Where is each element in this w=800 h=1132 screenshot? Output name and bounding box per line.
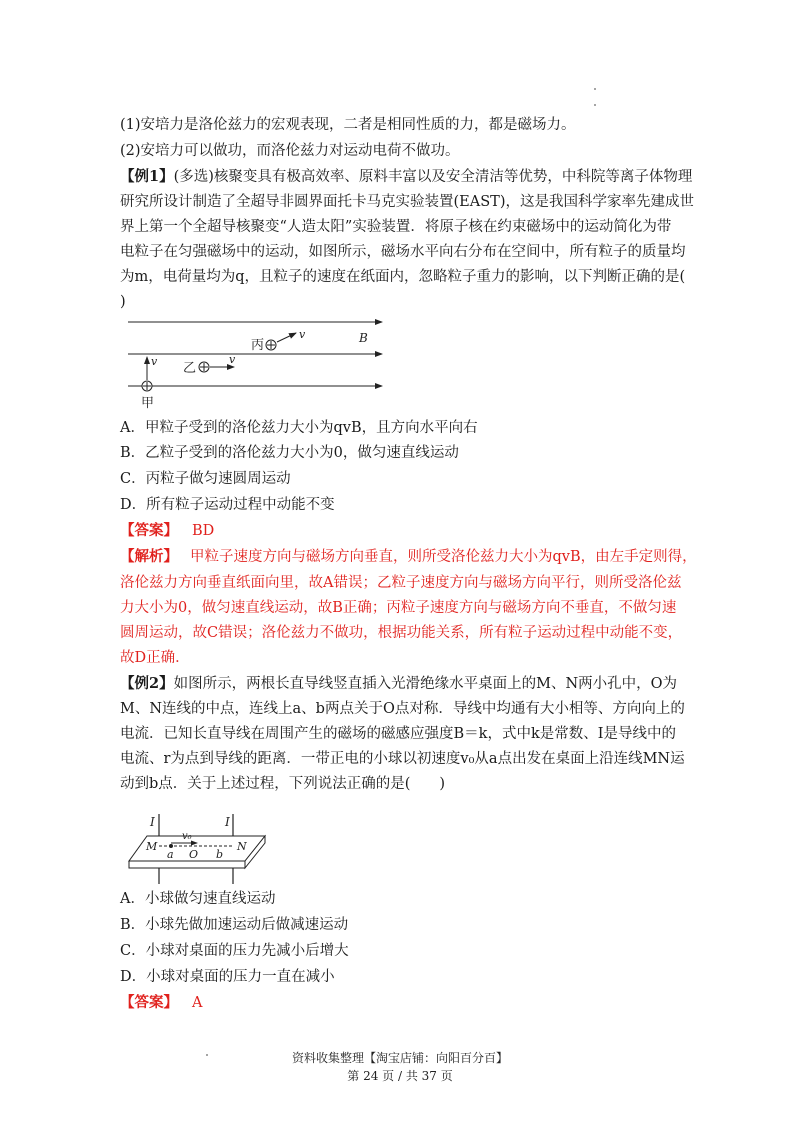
example2-line-2: M、N连线的中点，连线上a、b两点关于O点对称．导线中均通有大小相等、方向向上的 xyxy=(120,701,685,717)
label-v-yi: v xyxy=(229,353,236,366)
example1-analysis-4: 圆周运动，故C错误；洛伦兹力不做功，根据功能关系，所有粒子运动过程中动能不变， xyxy=(120,625,683,641)
answer-value: BD xyxy=(192,523,215,539)
label-N: N xyxy=(237,840,247,853)
example1-line-6: ) xyxy=(120,294,126,310)
example1-line-1 xyxy=(120,167,693,187)
corner-dot xyxy=(594,88,596,90)
label-M: M xyxy=(146,840,158,853)
example1-analysis-1 xyxy=(120,547,697,567)
label-v-bing: v xyxy=(299,328,306,341)
label-v-jia: v xyxy=(151,355,158,368)
example1-answer xyxy=(120,521,680,541)
analysis-text-1: 甲粒子速度方向与磁场方向垂直，则所受洛伦兹力大小为qvB，由左手定则得， xyxy=(190,549,697,565)
example1-text-1: (多选)核聚变具有极高效率、原料丰富以及安全清洁等优势，中科院等离子体物理 xyxy=(173,169,693,185)
answer-tag: 【答案】 xyxy=(120,994,178,1011)
example1-tag: 【例1】 xyxy=(120,168,174,185)
example2-option-c: C．小球对桌面的压力先减小后增大 xyxy=(120,943,349,959)
answer-value: A xyxy=(192,995,203,1011)
example1-line-2: 研究所设计制造了全超导非圆界面托卡马克实验装置(EAST)，这是我国科学家率先建成世 xyxy=(120,194,694,210)
label-yi: 乙 xyxy=(183,361,197,376)
label-I-right: I xyxy=(225,815,230,829)
example1-analysis-3: 力大小为0，做匀速直线运动，故B正确；丙粒子速度方向与磁场方向不垂直，不做匀速 xyxy=(120,600,677,616)
wires-table-figure xyxy=(125,806,285,888)
example1-option-a: A．甲粒子受到的洛伦兹力大小为qvB，且方向水平向右 xyxy=(120,420,478,436)
example2-line-1 xyxy=(120,674,680,694)
label-O: O xyxy=(189,848,199,861)
example1-analysis-2: 洛伦兹力方向垂直纸面向里，故A错误；乙粒子速度方向与磁场方向平行，则所受洛伦兹 xyxy=(120,575,682,591)
label-B: B xyxy=(359,331,368,345)
label-bing: 丙 xyxy=(251,338,265,353)
table-side xyxy=(129,861,245,868)
example2-answer xyxy=(120,993,680,1013)
label-jia: 甲 xyxy=(141,396,155,411)
example2-option-a: A．小球做匀速直线运动 xyxy=(120,891,276,907)
example2-line-5: 动到b点．关于上述过程，下列说法正确的是( ) xyxy=(120,776,446,792)
footer-source: 资料收集整理【淘宝店铺：向阳百分百】 xyxy=(291,1051,508,1065)
analysis-tag: 【解析】 xyxy=(120,548,178,565)
example1-line-4: 电粒子在匀强磁场中的运动，如图所示，磁场水平向右分布在空间中，所有粒子的质量均 xyxy=(120,244,686,260)
example2-option-d: D．小球对桌面的压力一直在减小 xyxy=(120,969,335,985)
label-v0: v₀ xyxy=(182,831,192,842)
example1-line-3: 界上第一个全超导核聚变“人造太阳”实验装置．将原子核在约束磁场中的运动简化为带 xyxy=(120,219,672,235)
example1-option-c: C．丙粒子做匀速圆周运动 xyxy=(120,471,291,487)
answer-tag: 【答案】 xyxy=(120,522,178,539)
magnetic-field-figure xyxy=(120,312,400,412)
example1-option-d: D．所有粒子运动过程中动能不变 xyxy=(120,497,335,513)
example2-tag: 【例2】 xyxy=(120,675,174,692)
example2-text-1: 如图所示，两根长直导线竖直插入光滑绝缘水平桌面上的M、N两小孔中，O为 xyxy=(173,676,678,692)
label-I-left: I xyxy=(150,815,155,829)
example2-option-b: B．小球先做加速运动后做减速运动 xyxy=(120,917,349,933)
note-1: (1)安培力是洛伦兹力的宏观表现，二者是相同性质的力，都是磁场力。 xyxy=(120,117,576,133)
example2-line-4: 电流、r为点到导线的距离．一带正电的小球以初速度v₀从a点出发在桌面上沿连线MN运 xyxy=(120,751,685,767)
footer-page-number: 第 24 页 / 共 37 页 xyxy=(347,1069,453,1083)
example1-line-5: 为m，电荷量均为q，且粒子的速度在纸面内，忽略粒子重力的影响，以下判断正确的是( xyxy=(120,269,686,285)
velocity-arrow-bing xyxy=(277,333,296,342)
example2-line-3: 电流．已知长直导线在周围产生的磁场的磁感应强度B＝k，式中k是常数、I是导线中的 xyxy=(120,726,676,742)
note-2: (2)安培力可以做功，而洛伦兹力对运动电荷不做功。 xyxy=(120,143,460,159)
example1-option-b: B．乙粒子受到的洛伦兹力大小为0，做匀速直线运动 xyxy=(120,445,459,461)
label-b: b xyxy=(216,848,224,861)
corner-dot xyxy=(594,104,596,106)
label-a: a xyxy=(167,848,174,861)
example1-analysis-5: 故D正确． xyxy=(120,650,190,666)
